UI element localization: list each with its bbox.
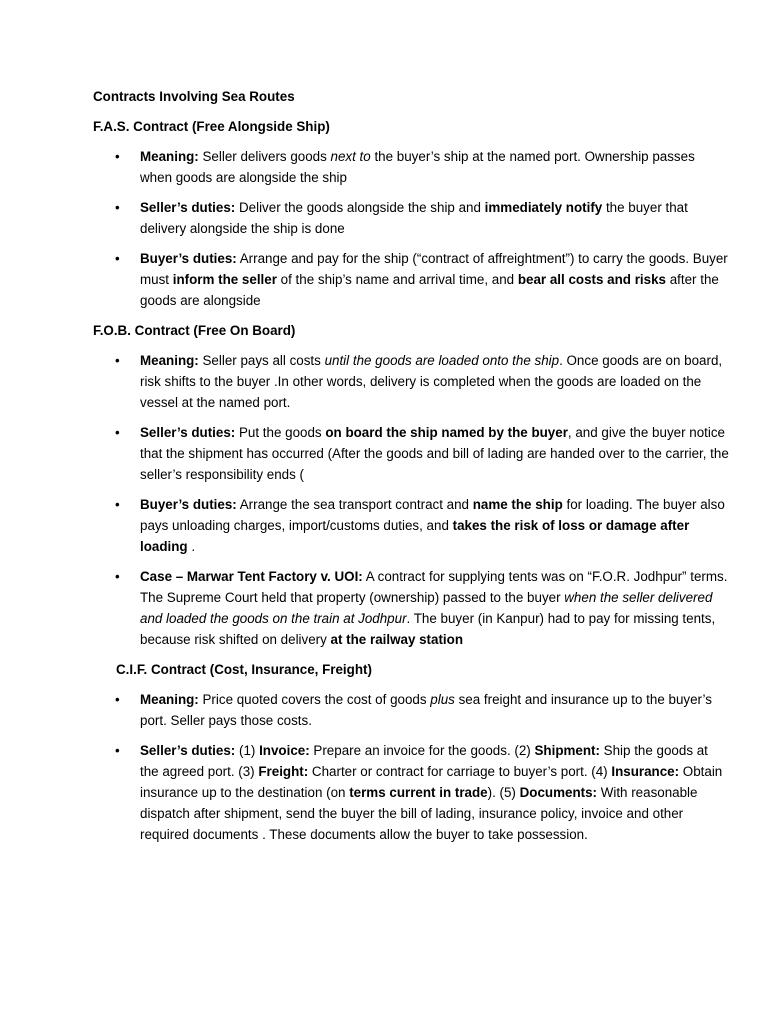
text-run: sea freight and insurance up to the buyer’s port. Seller pays those costs. [140, 692, 712, 728]
bullet-icon: • [115, 353, 120, 368]
text-run: Arrange the sea transport contract and [236, 497, 473, 512]
list-item [93, 197, 730, 239]
section-heading-cif: C.I.F. Contract (Cost, Insurance, Freight) [116, 662, 372, 677]
list-item-text [140, 200, 688, 236]
text-run: Charter or contract for carriage to buyer’s port. (4) [308, 764, 612, 779]
bullet-icon: • [115, 149, 120, 164]
text-run: the buyer’s ship at the named port. Ownership passes when goods are alongside the ship [140, 149, 695, 185]
list-item [93, 566, 730, 650]
text-run: Seller delivers goods [198, 149, 331, 164]
text-run: . [187, 539, 196, 554]
bold-text: Case – Marwar Tent Factory v. UOI: [140, 569, 363, 584]
bold-text: Invoice: [259, 743, 310, 758]
bold-text: Meaning: [140, 149, 199, 164]
list-item-text [140, 692, 712, 728]
list-item-text [140, 497, 725, 554]
text-run: A contract for supplying tents was on “F.O.R. Jodhpur” terms. The Supreme Court held that property (ownership) passed to the buyer [140, 569, 728, 605]
list-item [93, 146, 730, 188]
list-item-text [140, 743, 722, 842]
bold-text: Seller’s duties: [140, 743, 236, 758]
text-run: Seller pays all costs [198, 353, 325, 368]
text-run: . Once goods are on board, risk shifts to the buyer .In other words, delivery is completed when the goods are loaded on the vessel at the named port. [140, 353, 723, 410]
bold-text: on board the ship named by the buyer [325, 425, 568, 440]
text-run: Arrange and pay for the ship (“contract of affreightment”) to carry the goods. Buyer must [140, 251, 728, 287]
bold-text: Freight: [258, 764, 309, 779]
bold-text: Meaning: [140, 353, 199, 368]
bullet-list-fob [93, 350, 729, 650]
list-item [93, 740, 730, 845]
bold-text: takes the risk of loss or damage after loading [140, 518, 690, 554]
text-run: Deliver the goods alongside the ship and [235, 200, 485, 215]
bold-text: Documents: [519, 785, 597, 800]
bold-text: immediately notify [484, 200, 603, 215]
bold-text: Meaning: [140, 692, 199, 707]
bold-text: inform the seller [172, 272, 277, 287]
text-run: . The buyer (in Kanpur) had to pay for missing tents, because risk shifted on delivery [140, 611, 716, 647]
text-run: Ship the goods at the agreed port. (3) [140, 743, 708, 779]
bold-text: Shipment: [534, 743, 600, 758]
list-item [93, 689, 730, 731]
bold-text: Buyer’s duties: [140, 497, 237, 512]
text-run: of the ship’s name and arrival time, and [276, 272, 518, 287]
page-title: Contracts Involving Sea Routes [93, 89, 295, 104]
bullet-icon: • [115, 251, 120, 266]
text-run: for loading. The buyer also pays unloading charges, import/customs duties, and [140, 497, 725, 533]
bold-text: Seller’s duties: [140, 425, 236, 440]
italic-text: until the goods are loaded onto the ship [324, 353, 560, 368]
text-run: after the goods are alongside [140, 272, 719, 308]
list-item [93, 422, 730, 485]
list-item-text [140, 149, 695, 185]
text-run: the buyer that delivery alongside the ship is done [140, 200, 688, 236]
bold-text: Seller’s duties: [140, 200, 236, 215]
list-item-text [140, 353, 722, 410]
text-run: ). (5) [487, 785, 520, 800]
text-run: , and give the buyer notice that the shipment has occurred (After the goods and bill of lading are handed over to the carrier, the seller’s responsibility ends ( [140, 425, 729, 482]
bullet-icon: • [115, 569, 120, 584]
bold-text: Buyer’s duties: [140, 251, 237, 266]
document-body [93, 86, 729, 854]
list-item-text [140, 569, 727, 647]
text-run: Put the goods [235, 425, 326, 440]
text-run: With reasonable dispatch after shipment, send the buyer the bill of lading, insurance policy, invoice and other required documents . These documents allow the buyer to take possession. [140, 785, 698, 842]
bullet-icon: • [115, 200, 120, 215]
text-run: (1) [235, 743, 260, 758]
bullet-icon: • [115, 497, 120, 512]
text-run: Price quoted covers the cost of goods [198, 692, 431, 707]
text-run: Prepare an invoice for the goods. (2) [309, 743, 535, 758]
list-item [93, 248, 730, 311]
list-item-text [140, 425, 729, 482]
list-item [93, 494, 730, 557]
bold-text: bear all costs and risks [517, 272, 666, 287]
bullet-list-cif [93, 689, 723, 845]
bullet-icon: • [115, 425, 120, 440]
section-heading-fob: F.O.B. Contract (Free On Board) [93, 323, 296, 338]
bullet-icon: • [115, 743, 120, 758]
italic-text: when the seller delivered and loaded the goods on the train at Jodhpur [140, 590, 713, 626]
section-heading-fas: F.A.S. Contract (Free Alongside Ship) [93, 119, 330, 134]
bold-text: at the railway station [330, 632, 464, 647]
italic-text: next to [330, 149, 371, 164]
bullet-icon: • [115, 692, 120, 707]
text-run: Obtain insurance up to the destination (on [140, 764, 723, 800]
bullet-list-fas [93, 146, 728, 311]
bold-text: name the ship [472, 497, 563, 512]
list-item [93, 350, 730, 413]
list-item-text [140, 251, 728, 308]
bold-text: terms current in trade [349, 785, 488, 800]
bold-text: Insurance: [611, 764, 680, 779]
italic-text: plus [430, 692, 455, 707]
